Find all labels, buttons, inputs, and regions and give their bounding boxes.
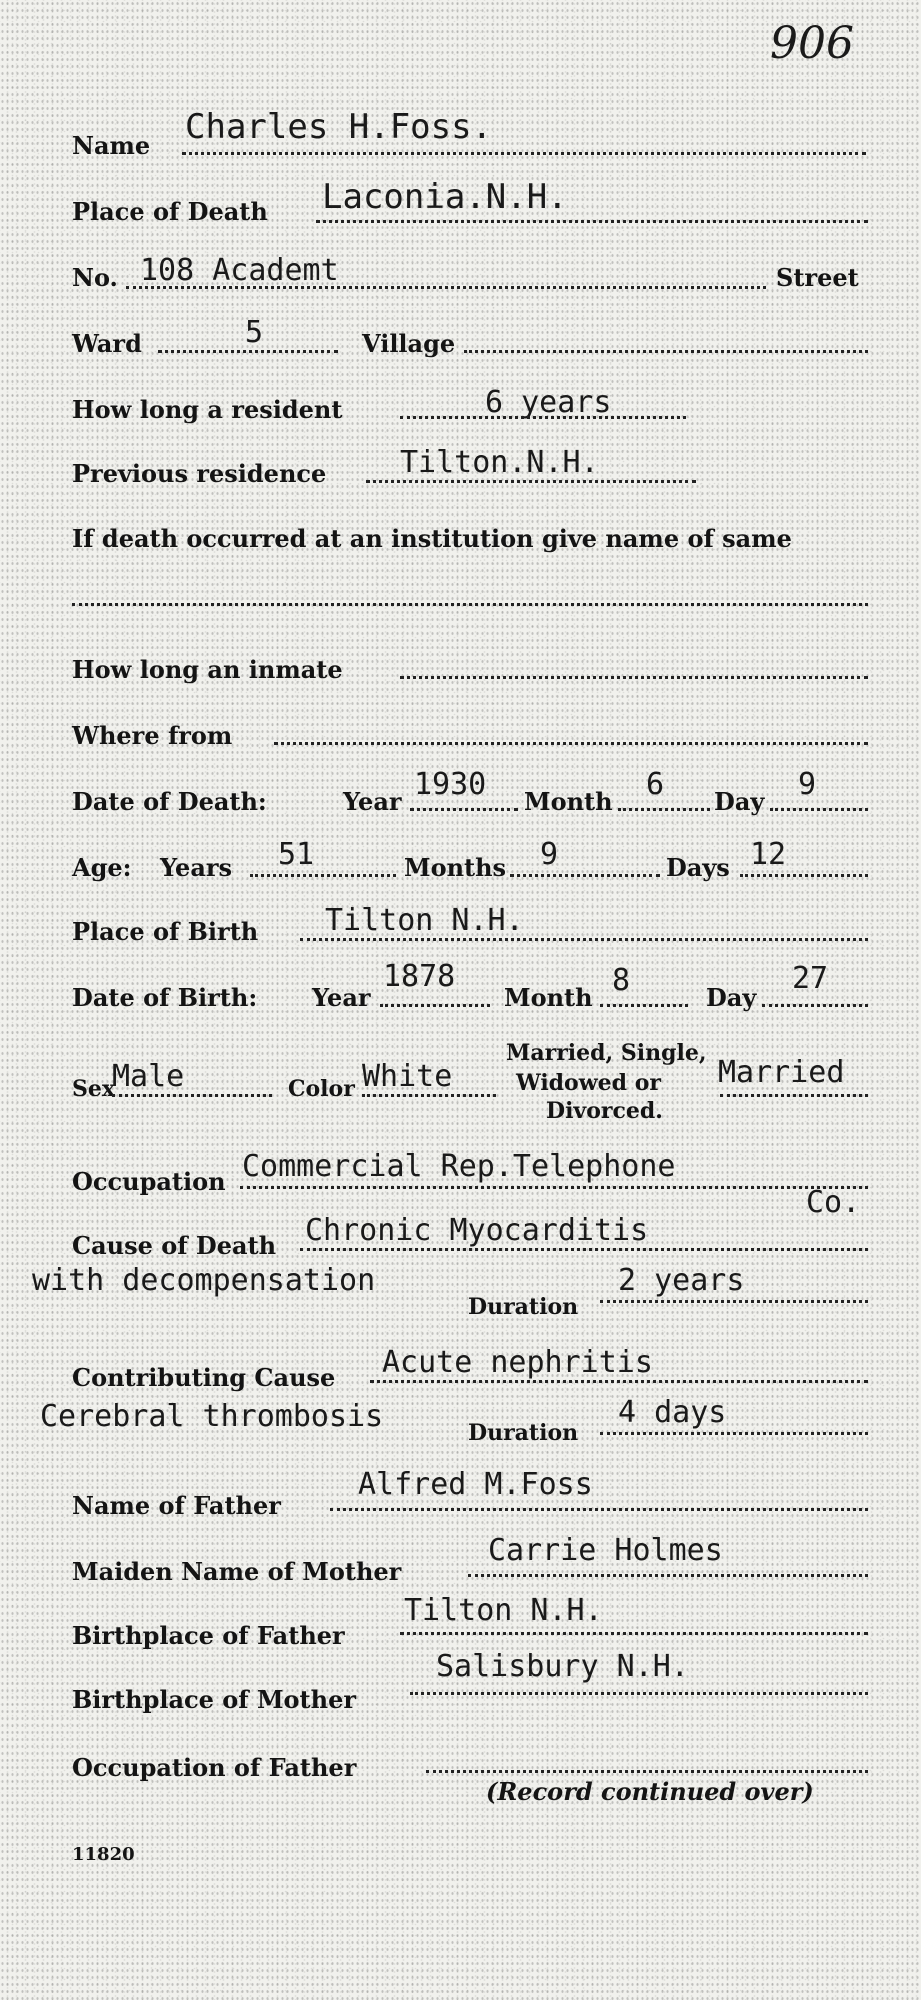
death-year-label: Year xyxy=(343,787,402,816)
contributing-cause-line xyxy=(370,1380,868,1383)
date-of-death-label: Date of Death: xyxy=(72,787,267,816)
birth-year-value: 1878 xyxy=(383,959,456,994)
age-years-line xyxy=(250,874,396,877)
institution-line-1 xyxy=(72,603,868,606)
color-label: Color xyxy=(288,1076,355,1102)
mother-maiden-name-label: Maiden Name of Mother xyxy=(72,1557,402,1586)
marital-label-line-2: Widowed or xyxy=(516,1070,661,1096)
birth-month-label: Month xyxy=(504,983,593,1012)
father-birthplace-line xyxy=(400,1632,868,1635)
father-name-line xyxy=(330,1508,868,1511)
name-value: Charles H.Foss. xyxy=(185,107,493,147)
sex-label: Sex xyxy=(72,1076,116,1102)
age-days-label: Days xyxy=(666,853,730,882)
birth-year-line xyxy=(380,1004,490,1007)
death-day-value: 9 xyxy=(798,767,817,802)
residence-length-value: 6 years xyxy=(485,385,612,420)
place-of-death-label: Place of Death xyxy=(72,197,268,226)
cause-duration-value: 2 years xyxy=(618,1263,745,1298)
father-name-label: Name of Father xyxy=(72,1491,281,1520)
marital-value: Married xyxy=(718,1055,845,1090)
residence-length-label: How long a resident xyxy=(72,395,343,424)
death-month-label: Month xyxy=(524,787,613,816)
death-day-label: Day xyxy=(714,787,765,816)
institution-label: If death occurred at an institution give name of same xyxy=(72,524,792,553)
occupation-label: Occupation xyxy=(72,1167,226,1196)
mother-maiden-name-value: Carrie Holmes xyxy=(488,1533,723,1568)
birth-day-value: 27 xyxy=(792,961,829,996)
death-month-value: 6 xyxy=(646,767,665,802)
age-days-value: 12 xyxy=(750,837,787,872)
mother-maiden-name-line xyxy=(468,1574,868,1577)
street-number-label: No. xyxy=(72,263,118,292)
cause-of-death-value-line-1: Chronic Myocarditis xyxy=(305,1213,649,1248)
cause-of-death-line xyxy=(300,1248,868,1251)
occupation-line xyxy=(240,1186,868,1189)
place-of-birth-value: Tilton N.H. xyxy=(325,903,524,938)
ward-line xyxy=(158,350,338,353)
name-label: Name xyxy=(72,131,151,160)
age-years-value: 51 xyxy=(278,837,315,872)
father-birthplace-label: Birthplace of Father xyxy=(72,1621,345,1650)
cause-of-death-value-line-2: with decompensation xyxy=(32,1263,376,1298)
marital-label-line-3: Divorced. xyxy=(546,1098,663,1124)
ward-label: Ward xyxy=(72,329,142,358)
mother-birthplace-value: Salisbury N.H. xyxy=(436,1649,689,1684)
contributing-duration-line xyxy=(600,1432,868,1435)
street-number-line xyxy=(126,286,766,289)
marital-line xyxy=(720,1094,868,1097)
occupation-value-line-1: Commercial Rep.Telephone xyxy=(242,1149,676,1184)
age-days-line xyxy=(740,874,868,877)
occupation-value-line-2: Co. xyxy=(806,1185,861,1220)
birth-day-label: Day xyxy=(706,983,757,1012)
father-birthplace-value: Tilton N.H. xyxy=(404,1593,603,1628)
where-from-label: Where from xyxy=(72,721,233,750)
residence-length-line xyxy=(400,416,686,419)
cause-of-death-label: Cause of Death xyxy=(72,1231,277,1260)
cause-duration-label: Duration xyxy=(468,1294,579,1320)
age-months-line xyxy=(510,874,660,877)
previous-residence-line xyxy=(366,480,696,483)
inmate-length-line xyxy=(400,676,868,679)
color-value: White xyxy=(362,1059,453,1094)
archive-number-annotation: 906 xyxy=(770,18,854,69)
cause-duration-line xyxy=(600,1300,868,1303)
contributing-cause-value-line-2: Cerebral thrombosis xyxy=(40,1399,384,1434)
contributing-cause-value-line-1: Acute nephritis xyxy=(382,1345,653,1380)
place-of-birth-label: Place of Birth xyxy=(72,917,259,946)
birth-day-line xyxy=(762,1004,868,1007)
place-of-birth-line xyxy=(300,938,868,941)
ward-value: 5 xyxy=(245,315,264,350)
father-name-value: Alfred M.Foss xyxy=(358,1467,593,1502)
father-occupation-line xyxy=(426,1770,868,1773)
inmate-length-label: How long an inmate xyxy=(72,655,343,684)
form-number: 11820 xyxy=(72,1844,135,1865)
age-months-label: Months xyxy=(404,853,507,882)
village-line xyxy=(464,350,868,353)
death-day-line xyxy=(770,808,868,811)
age-label: Age: xyxy=(72,853,132,882)
where-from-line xyxy=(274,742,868,745)
age-months-value: 9 xyxy=(540,837,559,872)
death-month-line xyxy=(618,808,710,811)
death-year-line xyxy=(410,808,518,811)
color-line xyxy=(362,1094,496,1097)
sex-value: Male xyxy=(112,1059,185,1094)
village-label: Village xyxy=(362,329,456,358)
previous-residence-label: Previous residence xyxy=(72,459,327,488)
marital-label-line-1: Married, Single, xyxy=(506,1040,707,1066)
mother-birthplace-line xyxy=(410,1692,868,1695)
birth-month-value: 8 xyxy=(612,963,631,998)
birth-year-label: Year xyxy=(312,983,371,1012)
street-label: Street xyxy=(776,263,859,292)
age-years-label: Years xyxy=(160,853,233,882)
record-continued-note: (Record continued over) xyxy=(486,1777,814,1806)
date-of-birth-label: Date of Birth: xyxy=(72,983,258,1012)
birth-month-line xyxy=(600,1004,688,1007)
name-line xyxy=(182,152,866,155)
contributing-duration-value: 4 days xyxy=(618,1395,727,1430)
place-of-death-line xyxy=(316,220,868,223)
sex-line xyxy=(112,1094,272,1097)
previous-residence-value: Tilton.N.H. xyxy=(400,445,599,480)
mother-birthplace-label: Birthplace of Mother xyxy=(72,1685,356,1714)
death-year-value: 1930 xyxy=(414,767,487,802)
contributing-cause-label: Contributing Cause xyxy=(72,1363,336,1392)
street-number-value: 108 Academt xyxy=(140,253,339,288)
contributing-duration-label: Duration xyxy=(468,1420,579,1446)
father-occupation-label: Occupation of Father xyxy=(72,1753,357,1782)
place-of-death-value: Laconia.N.H. xyxy=(322,177,568,217)
